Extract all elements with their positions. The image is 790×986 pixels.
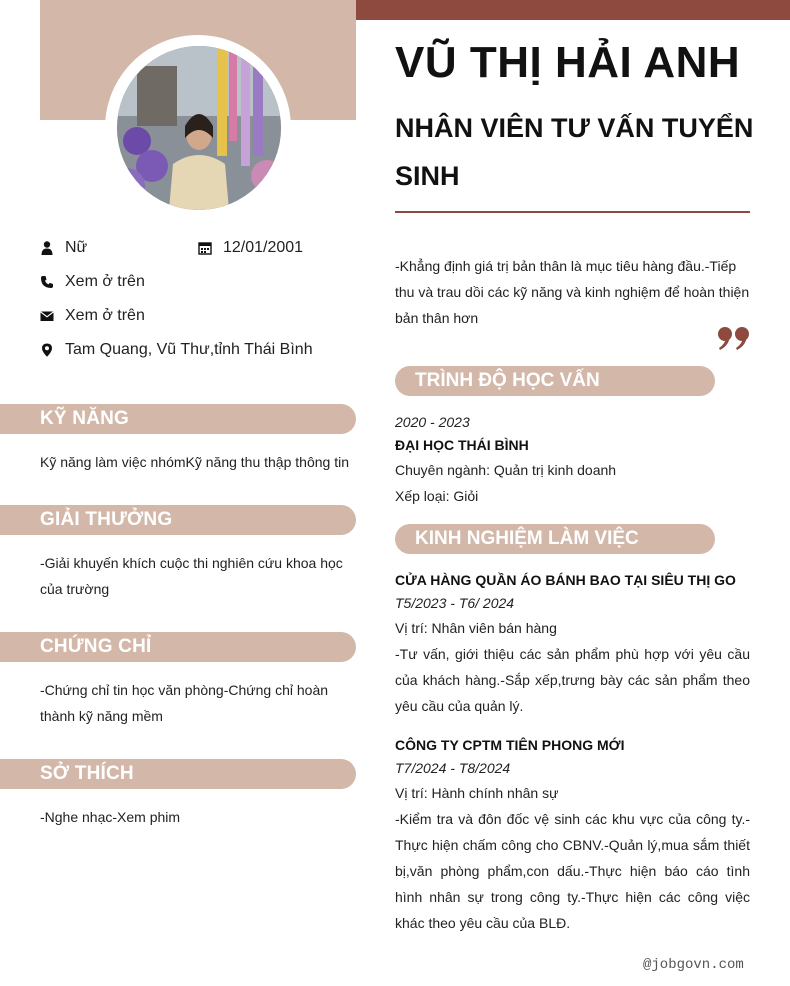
job-title: NHÂN VIÊN TƯ VẤN TUYỂN SINH	[395, 113, 754, 191]
gender-info	[40, 239, 87, 257]
hobbies-text: -Nghe nhạc-Xem phim	[40, 809, 181, 825]
address-info	[40, 341, 313, 359]
job-2-period: T7/2024 - T8/2024	[395, 760, 511, 776]
awards-text: -Giải khuyến khích cuộc thi nghiên cứu khoa học của trường	[40, 555, 343, 597]
birthday-value: 12/01/2001	[223, 239, 304, 256]
envelope-icon	[40, 309, 54, 323]
certificates-text: -Chứng chỉ tin học văn phòng-Chứng chỉ hoàn thành kỹ năng mềm	[40, 682, 329, 724]
email-value: Xem ở trên	[65, 307, 145, 324]
job-2-company: CÔNG TY CPTM TIÊN PHONG MỚI	[395, 737, 625, 753]
calendar-icon	[198, 241, 212, 255]
certificates-heading: CHỨNG CHỈ	[0, 632, 356, 662]
education-major: Chuyên ngành: Quản trị kinh doanh	[395, 462, 617, 478]
job-1-description: -Tư vấn, giới thiệu các sản phẩm phù hợp với yêu cầu của khách hàng.-Sắp xếp,trưng bày các sản phẩm theo yêu cầu của quản lý.	[395, 646, 750, 714]
avatar-photo	[117, 46, 281, 210]
job-2-description: -Kiểm tra và đôn đốc vệ sinh các khu vực của công ty.-Thực hiện chấm công cho CBNV.-Quản lý,mua sắm thiết bị,văn phòng phẩm,con dấu.-Thực hiện báo cáo tình hình nhân sự trong công ty.-Thực hiện các công việc khác theo yêu cầu của BLĐ.	[395, 811, 750, 931]
education-school: ĐẠI HỌC THÁI BÌNH	[395, 437, 529, 453]
candidate-name: VŨ THỊ HẢI ANH	[395, 38, 741, 87]
address-value: Tam Quang, Vũ Thư,tỉnh Thái Bình	[65, 341, 313, 358]
hobbies-heading: SỞ THÍCH	[0, 759, 356, 789]
watermark: @jobgovn.com	[643, 957, 744, 973]
career-objective: -Khẳng định giá trị bản thân là mục tiêu hàng đầu.-Tiếp thu và trau dồi các kỹ năng và kinh nghiệm để hoàn thiện bản thân hơn	[395, 258, 750, 326]
awards-heading: GIẢI THƯỞNG	[0, 505, 356, 535]
phone-icon	[40, 275, 54, 289]
person-icon	[40, 241, 54, 255]
job-1-period: T5/2023 - T6/ 2024	[395, 595, 515, 611]
job-2-position: Vị trí: Hành chính nhân sự	[395, 785, 559, 801]
top-accent-bar	[356, 0, 790, 20]
job-1-company: CỬA HÀNG QUẦN ÁO BÁNH BAO TẠI SIÊU THỊ GO	[395, 572, 736, 588]
education-heading: TRÌNH ĐỘ HỌC VẤN	[395, 366, 715, 396]
experience-heading: KINH NGHIỆM LÀM VIỆC	[395, 524, 715, 554]
education-period: 2020 - 2023	[395, 414, 470, 430]
phone-info	[40, 273, 145, 291]
education-grade: Xếp loại: Giỏi	[395, 488, 479, 504]
quote-icon	[716, 316, 752, 352]
job-1-position: Vị trí: Nhân viên bán hàng	[395, 620, 557, 636]
email-info	[40, 307, 145, 325]
map-pin-icon	[40, 343, 54, 357]
title-divider	[395, 211, 750, 213]
skills-heading: KỸ NĂNG	[0, 404, 356, 434]
phone-value: Xem ở trên	[65, 273, 145, 290]
avatar	[117, 46, 281, 210]
birthday-info	[198, 239, 303, 257]
gender-value: Nữ	[65, 239, 88, 256]
skills-text: Kỹ năng làm việc nhómKỹ năng thu thập thông tin	[40, 454, 349, 470]
